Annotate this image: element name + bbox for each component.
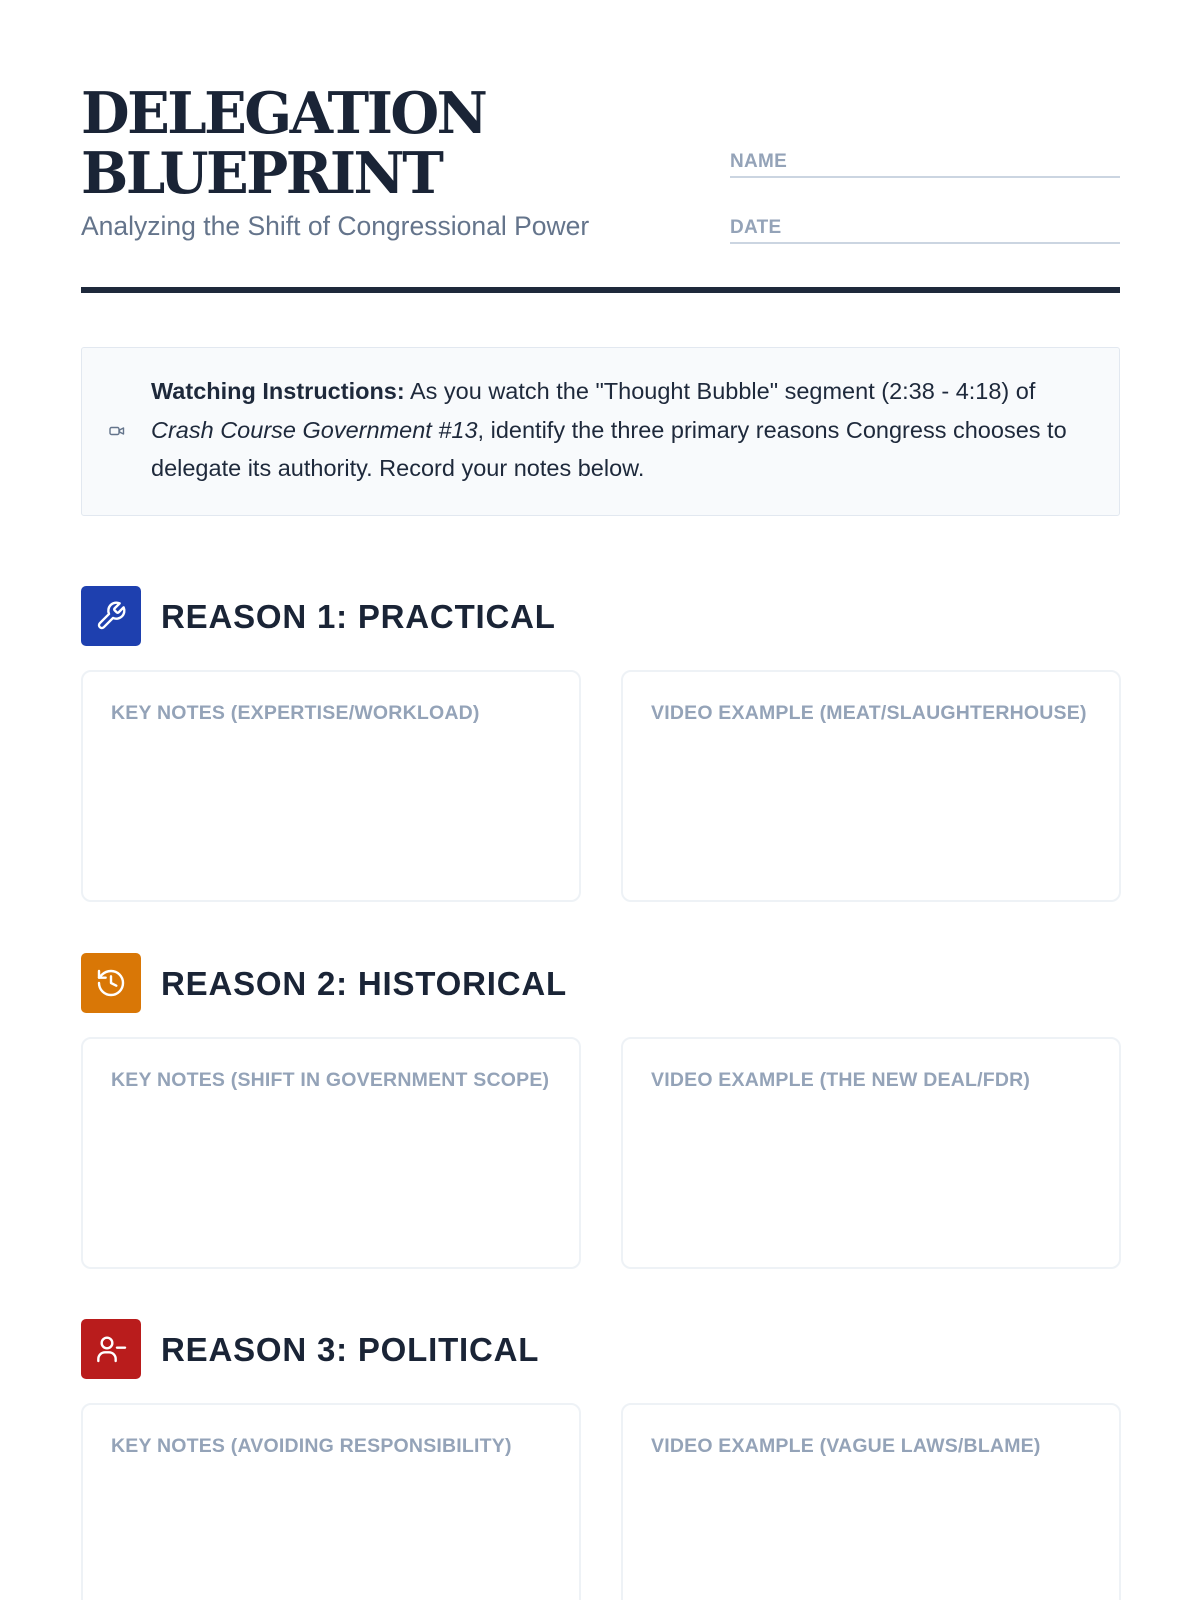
reason-section-political bbox=[81, 1319, 1120, 1600]
video-example-box[interactable] bbox=[621, 670, 1121, 902]
key-notes-label: KEY NOTES (AVOIDING RESPONSIBILITY) bbox=[111, 1435, 512, 1457]
key-notes-box[interactable] bbox=[81, 1037, 581, 1269]
date-field[interactable] bbox=[730, 214, 1120, 244]
instructions-label: Watching Instructions: bbox=[151, 378, 405, 404]
video-example-label: VIDEO EXAMPLE (MEAT/SLAUGHTERHOUSE) bbox=[651, 702, 1087, 724]
key-notes-label: KEY NOTES (EXPERTISE/WORKLOAD) bbox=[111, 702, 480, 724]
worksheet-page bbox=[81, 0, 1120, 1600]
video-example-label: VIDEO EXAMPLE (VAGUE LAWS/BLAME) bbox=[651, 1435, 1041, 1457]
video-example-label: VIDEO EXAMPLE (THE NEW DEAL/FDR) bbox=[651, 1069, 1031, 1091]
video-example-box[interactable] bbox=[621, 1037, 1121, 1269]
video-icon bbox=[109, 425, 125, 437]
section-badge bbox=[81, 1319, 141, 1379]
section-header bbox=[81, 953, 1120, 1013]
reason-section-practical bbox=[81, 586, 1120, 916]
video-example-box[interactable] bbox=[621, 1403, 1121, 1600]
worksheet-header bbox=[81, 79, 1120, 294]
reason-section-historical bbox=[81, 953, 1120, 1283]
instructions-text-after: , identify the three primary reasons Congress chooses to delegate its authority. Record your notes below. bbox=[151, 416, 1067, 481]
section-badge bbox=[81, 586, 141, 646]
key-notes-box[interactable] bbox=[81, 670, 581, 902]
name-field[interactable] bbox=[730, 148, 1120, 178]
header-divider bbox=[81, 287, 1120, 293]
history-icon bbox=[95, 967, 127, 999]
section-header bbox=[81, 586, 1120, 646]
user-minus-icon bbox=[95, 1333, 127, 1365]
page-title: DELEGATION BLUEPRINT bbox=[81, 79, 486, 208]
section-title: REASON 2: HISTORICAL bbox=[161, 965, 567, 1002]
page-subtitle: Analyzing the Shift of Congressional Power bbox=[81, 211, 590, 241]
instructions-text bbox=[151, 372, 1101, 488]
section-title: REASON 1: PRACTICAL bbox=[161, 598, 556, 635]
section-badge bbox=[81, 953, 141, 1013]
section-title: REASON 3: POLITICAL bbox=[161, 1331, 540, 1368]
wrench-icon bbox=[95, 600, 127, 632]
instructions-text-before: As you watch the "Thought Bubble" segment (2:38 - 4:18) of bbox=[404, 378, 1036, 404]
name-field-label: NAME bbox=[730, 151, 788, 172]
date-field-label: DATE bbox=[730, 217, 782, 238]
section-header bbox=[81, 1319, 1120, 1379]
key-notes-label: KEY NOTES (SHIFT IN GOVERNMENT SCOPE) bbox=[111, 1069, 550, 1091]
instructions-box bbox=[81, 347, 1120, 516]
key-notes-box[interactable] bbox=[81, 1403, 581, 1600]
instructions-video-title: Crash Course Government #13 bbox=[151, 416, 478, 443]
